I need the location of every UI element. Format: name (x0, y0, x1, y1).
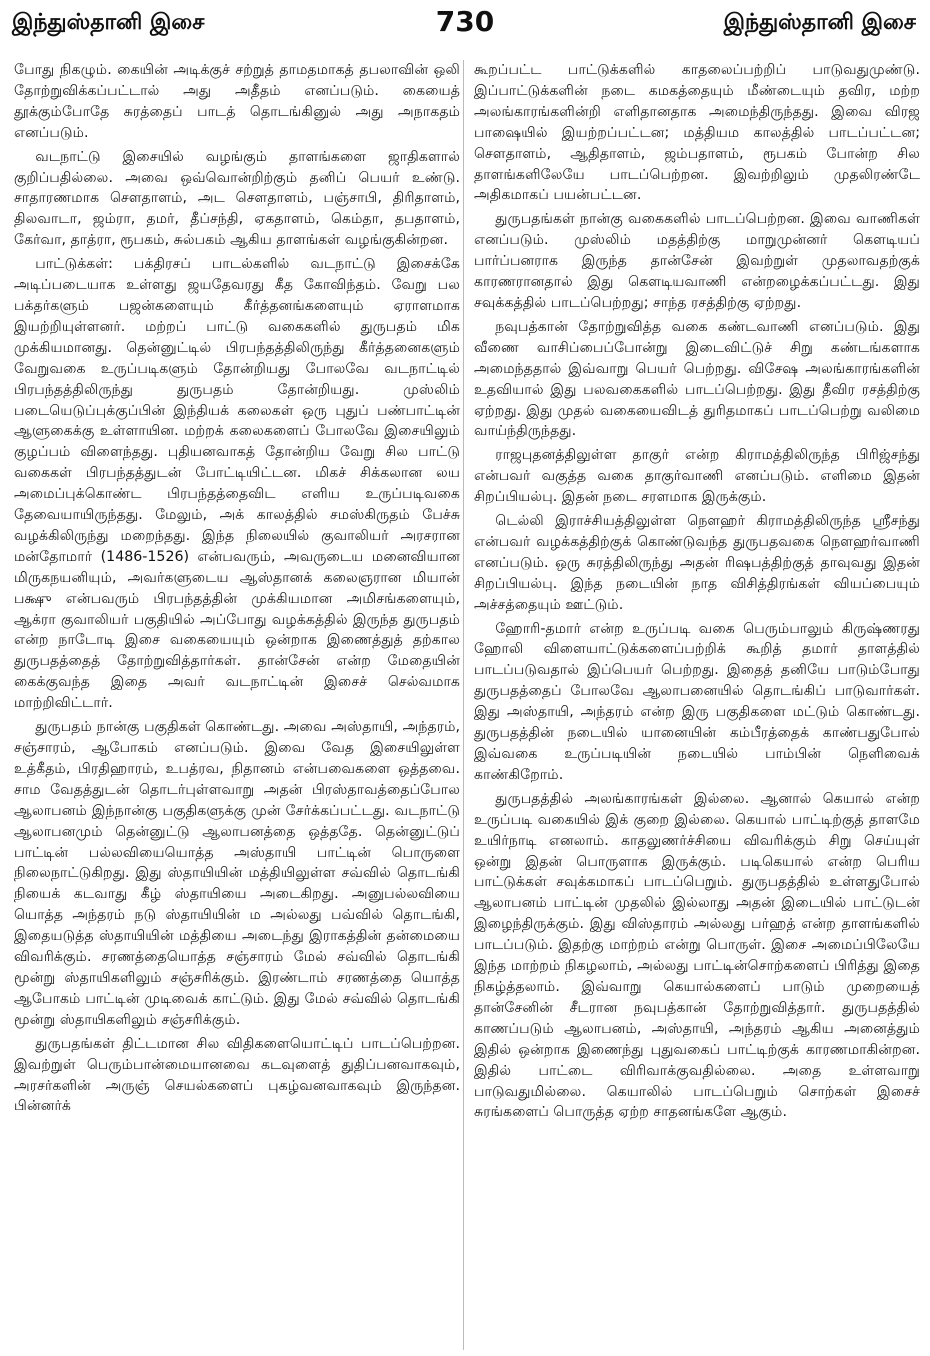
paragraph: வடநாட்டு இசையில் வழங்கும் தாளங்களை ஜாதிகளால் குறிப்பதில்லை. அவை ஒவ்வொன்றிற்கும் தனிப் பெயர் உண்டு. சாதாரணமாக சௌதாளம், அட சௌதாளம், பஞ்சாபி, திரிதாளம், திலவாடா, ஜம்ரா, தமர், தீப்சந்தி, ஏகதாளம், கெம்தா, தபதாளம், கேர்வா, தாத்ரா, ரூபகம், சுல்பகம் ஆகிய தாளங்கள் வழங்குகின்றன. (14, 148, 460, 249)
paragraph: போது நிகழும். கையின் அடிக்குச் சற்றுத் தாமதமாகத் தபலாவின் ஒலி தோற்றுவிக்கப்பட்டால் அது அதீதம் எனப்படும். கையைத் தூக்கும்போதே சுரத்தைப் பாடத் தொடங்கினுல் அது அநாகதம் எனப்படும். (14, 62, 460, 141)
right-column (474, 60, 920, 1350)
paragraph: துருபதங்கள் நான்கு வகைகளில் பாடப்பெற்றன. இவை வாணிகள் எனப்படும். முஸ்லிம் மதத்திற்கு மாறுமுன்னர் கௌடியப் பார்ப்பனராக இருந்த தான்சேன் இவற்றுள் முதலாவதற்குக் காரணரானதால் இது கௌடியவாணி என்றழைக்கப்பட்டது. இது சவுக்கத்தில் பாடப்பெற்றது; சாந்த ரசத்திற்கு ஏற்றது. (474, 211, 920, 311)
paragraph: ஹோரி-தமார் என்ற உருப்படி வகை பெரும்பாலும் கிருஷ்ணரது ஹோலி விளையாட்டுக்களைப்பற்றிக் கூறித் தமார் தாளத்தில் பாடப்படுவதால் இப்பெயர் பெற்றது. இதைத் தனியே பாடும்போது துருபதத்தைப் போலவே ஆலாபனையில் தொடங்கிப் பாடுவார்கள். இது அஸ்தாயி, அந்தரம் என்ற இரு பகுதிகளை மட்டும் கொண்டது. துருபதத்தின் நடையில் யானையின் கம்பீரத்தைக் காண்பதுபோல் இவ்வகை உருப்படியின் நடையில் பாம்பின் நெளிவைக் காண்கிறோம். (474, 620, 920, 783)
running-title-right: இந்துஸ்தானி இசை (723, 10, 916, 35)
paragraph: டெல்லி இராச்சியத்திலுள்ள நௌஹர் கிராமத்திலிருந்த ஸ்ரீசந்து என்பவர் வழக்கத்திற்குக் கொண்டுவந்த துருபதவகை நௌஹர்வாணி எனப்படும். ஒரு சுரத்திலிருந்து அதன் ரிஷபத்திற்குத் தாவுவது இதன் சிறப்பியல்பு. இந்த நடையின் நாத விசித்திரங்கள் வியப்பையும் அச்சத்தையும் ஊட்டும். (474, 513, 920, 613)
paragraph: கூறப்பட்ட பாட்டுக்களில் காதலைப்பற்றிப் பாடுவதுமுண்டு. இப்பாட்டுக்களின் நடை கமகத்தையும் மீண்டையும் தவிர, மற்ற அலங்காரங்களின்றி எளிதானதாக அமைந்திருந்தது. இவை விரஜ பாஷையில் இயற்றப்பட்டன; மத்தியம காலத்தில் பாடப்பட்டன; சௌதாளம், ஆதிதாளம், ஜம்பதாளம், ரூபகம் போன்ற சில தாளங்களிலேயே பாடப்பெற்றன. இவற்றிலும் முதலிரண்டே அதிகமாகப் பயன்பட்டன. (474, 62, 920, 204)
column-divider (463, 60, 464, 1350)
paragraph: துருபதம் நான்கு பகுதிகள் கொண்டது. அவை அஸ்தாயி, அந்தரம், சஞ்சாரம், ஆபோகம் எனப்படும். இவை வேத இசையிலுள்ள உத்கீதம், பிரதிஹாரம், உபத்ரவ, நிதானம் என்பவைகளை ஒத்தவை. சாம வேதத்துடன் தொடர்புள்ளவாறு அதன் பிரஸ்தாவத்தைப்போல ஆலாபனம் இந்நான்கு பகுதிகளுக்கு முன் சேர்க்கப்பட்டது. வடநாட்டு ஆலாபனமும் தென்னுட்டு ஆலாபனத்தை ஒத்ததே. தென்னுட்டுப் பாட்டின் பல்லவியையொத்த அஸ்தாயி பாட்டின் பொருளை நிலைநாட்டுகிறது. இது ஸ்தாயியின் மத்தியிலுள்ள சவ்வில் தொடங்கி நியைக் கடவாது கீழ் ஸ்தாயியை அடைகிறது. அனுபல்லவியை யொத்த அந்தரம் நடு ஸ்தாயியின் ம அல்லது பவ்வில் தொடங்கி, இதையடுத்த ஸ்தாயியின் மத்தியை அடைந்து இராகத்தின் தன்மையை விவரிக்கும். சரணத்தையொத்த சஞ்சாரம் மேல் சவ்வில் தொடங்கி மூன்று ஸ்தாயிகளிலும் சஞ்சரிக்கும். இரண்டாம் சரணத்தை யொத்த ஆபோகம் பாட்டின் முடிவைக் காட்டும். இது மேல் சவ்வில் தொடங்கி மூன்று ஸ்தாயிகளிலும் சஞ்சரிக்கும். (14, 719, 460, 1028)
paragraph: நவுபத்கான் தோற்றுவித்த வகை கண்டவாணி எனப்படும். இது வீணை வாசிப்பைப்போன்று இடைவிட்டுச் சிறு கண்டங்களாக அமைந்ததால் இவ்வாறு பெயர் பெற்றது. விசேஷ அலங்காரங்களின் உதவியால் இது பலவகைகளில் பாடப்பெற்றது. இது தீவிர ரசத்திற்கு ஏற்றது. இது முதல் வகையைவிடத் துரிதமாகப் பாடப்பெற்று வலிமை வாய்ந்திருந்தது. (474, 318, 920, 440)
page-header (0, 0, 930, 56)
left-column (14, 60, 460, 1350)
paragraph: ராஜபுதனத்திலுள்ள தாகுர் என்ற கிராமத்திலிருந்த பிரிஜ்சந்து என்பவர் வகுத்த வகை தாகுர்வாணி எனப்படும். எளிமை இதன் சிறப்பியல்பு. இதன் நடை சரளமாக இருக்கும். (474, 447, 920, 506)
paragraph: துருபதத்தில் அலங்காரங்கள் இல்லை. ஆனால் கெயால் என்ற உருப்படி வகையில் இக் குறை இல்லை. கெயால் பாட்டிற்குத் தாளமே உயிர்நாடி எனலாம். காதலுணர்ச்சியை விவரிக்கும் சிறு செய்யுள் ஒன்று இதன் பொருளாக இருக்கும். படிகெயால் என்ற பெரிய பாட்டுக்கள் சவுக்கமாகப் பாடப்பெறும். துருபதத்தில் உள்ளதுபோல் ஆலாபனம் பாட்டின் முதலில் இல்லாது அதன் இடையில் பாட்டுடன் இழைந்திருக்கும். இது விஸ்தாரம் அல்லது பர்ஹத் என்ற தாளங்களில் பாடப்படும். இதற்கு மாற்றம் என்று பொருள். இசை அமைப்பிலேயே இந்த மாற்றம் நிகழலாம், அல்லது பாட்டின்சொற்களைப் பிரித்து இதை நிகழ்த்தலாம். இவ்வாறு கெயால்களைப் பாடும் முறையைத் தான்சேனின் சீடரான நவுபத்கான் தோற்றுவித்தார். துருபதத்தில் காணப்படும் ஆலாபனம், அஸ்தாயி, அந்தரம் ஆகிய அனைத்தும் இதில் ஒன்றாக இணைந்து புதுவகைப் பாட்டிற்குக் காரணமாகின்றன. இதில் பாட்டை விரிவாக்குவதில்லை. அதை உள்ளவாறு பாடுவதுமில்லை. கெயாலில் பாடப்பெறும் சொற்கள் இசைச் சுரங்களைப் பொருத்த ஏற்ற சாதனங்களே ஆகும். (474, 790, 920, 1121)
paragraph: பாட்டுக்கள்: பக்திரசப் பாடல்களில் வடநாட்டு இசைக்கே அடிப்படையாக உள்ளது ஜயதேவரது கீத கோவிந்தம். வேறு பல பக்தர்களும் பஜன்களையும் கீர்த்தனங்களையும் ஏராளமாக இயற்றியுள்ளனர். மற்றப் பாட்டு வகைகளில் துருபதம் மிக முக்கியமானது. தென்னுட்டில் பிரபந்தத்திலிருந்து கீர்த்தனைகளும் வேறுவகை உருப்படிகளும் தோன்றியது போலவே வடநாட்டில் பிரபந்தத்திலிருந்து துருபதம் தோன்றியது. முஸ்லிம் படையெடுப்புக்குப்பின் இந்தியக் கலைகள் ஒரு புதுப் பண்பாட்டின் ஆளுகைக்கு உள்ளாயின. மற்றக் கலைகளைப் போலவே இசையிலும் குழப்பம் விளைந்தது. புதியனவாகத் தோன்றிய வேறு சில பாட்டு வகைகள் பிரபந்தத்துடன் போட்டியிட்டன. மிகச் சிக்கலான லய அமைப்புக்கொண்ட பிரபந்தத்தைவிட எளிய உருப்படிவகை தேவையாயிருந்தது. மேலும், அக் காலத்தில் சமஸ்கிருதம் பேச்சு வழக்கிலிருந்து மறைந்தது. இந்த நிலையில் குவாலியர் அரசரான மன்தோமார் (1486-1526) என்பவரும், அவருடைய மனைவியான மிருகநயனியும், அவர்களுடைய ஆஸ்தானக் கலைஞரான மியான் பக்ஷு என்பவரும் பிரபந்தத்தின் முக்கியமான அமிசங்களையும், ஆக்ரா குவாலியர் பகுதியில் அப்போது வழக்கத்தில் இருந்த துருபதம் என்ற நாடோடி இசை வகையையும் ஒன்றாக இணைத்துத் தற்கால துருபதத்தைத் தோற்றுவித்தார்கள். தான்சேன் என்ற மேதையின் கைக்குவந்த இதை அவர் வடநாட்டின் இசைச் செல்வமாக மாற்றிவிட்டார். (14, 256, 460, 712)
running-title-left: இந்துஸ்தானி இசை (12, 10, 205, 35)
page-number: 730 (435, 5, 495, 38)
paragraph: துருபதங்கள் திட்டமான சில விதிகளையொட்டிப் பாடப்பெற்றன. இவற்றுள் பெரும்பான்மையானவை கடவுளைத் துதிப்பனவாகவும், அரசர்களின் அருஞ் செயல்களைப் புகழ்வனவாகவும் இருந்தன. பின்னர்க் (14, 1035, 460, 1115)
